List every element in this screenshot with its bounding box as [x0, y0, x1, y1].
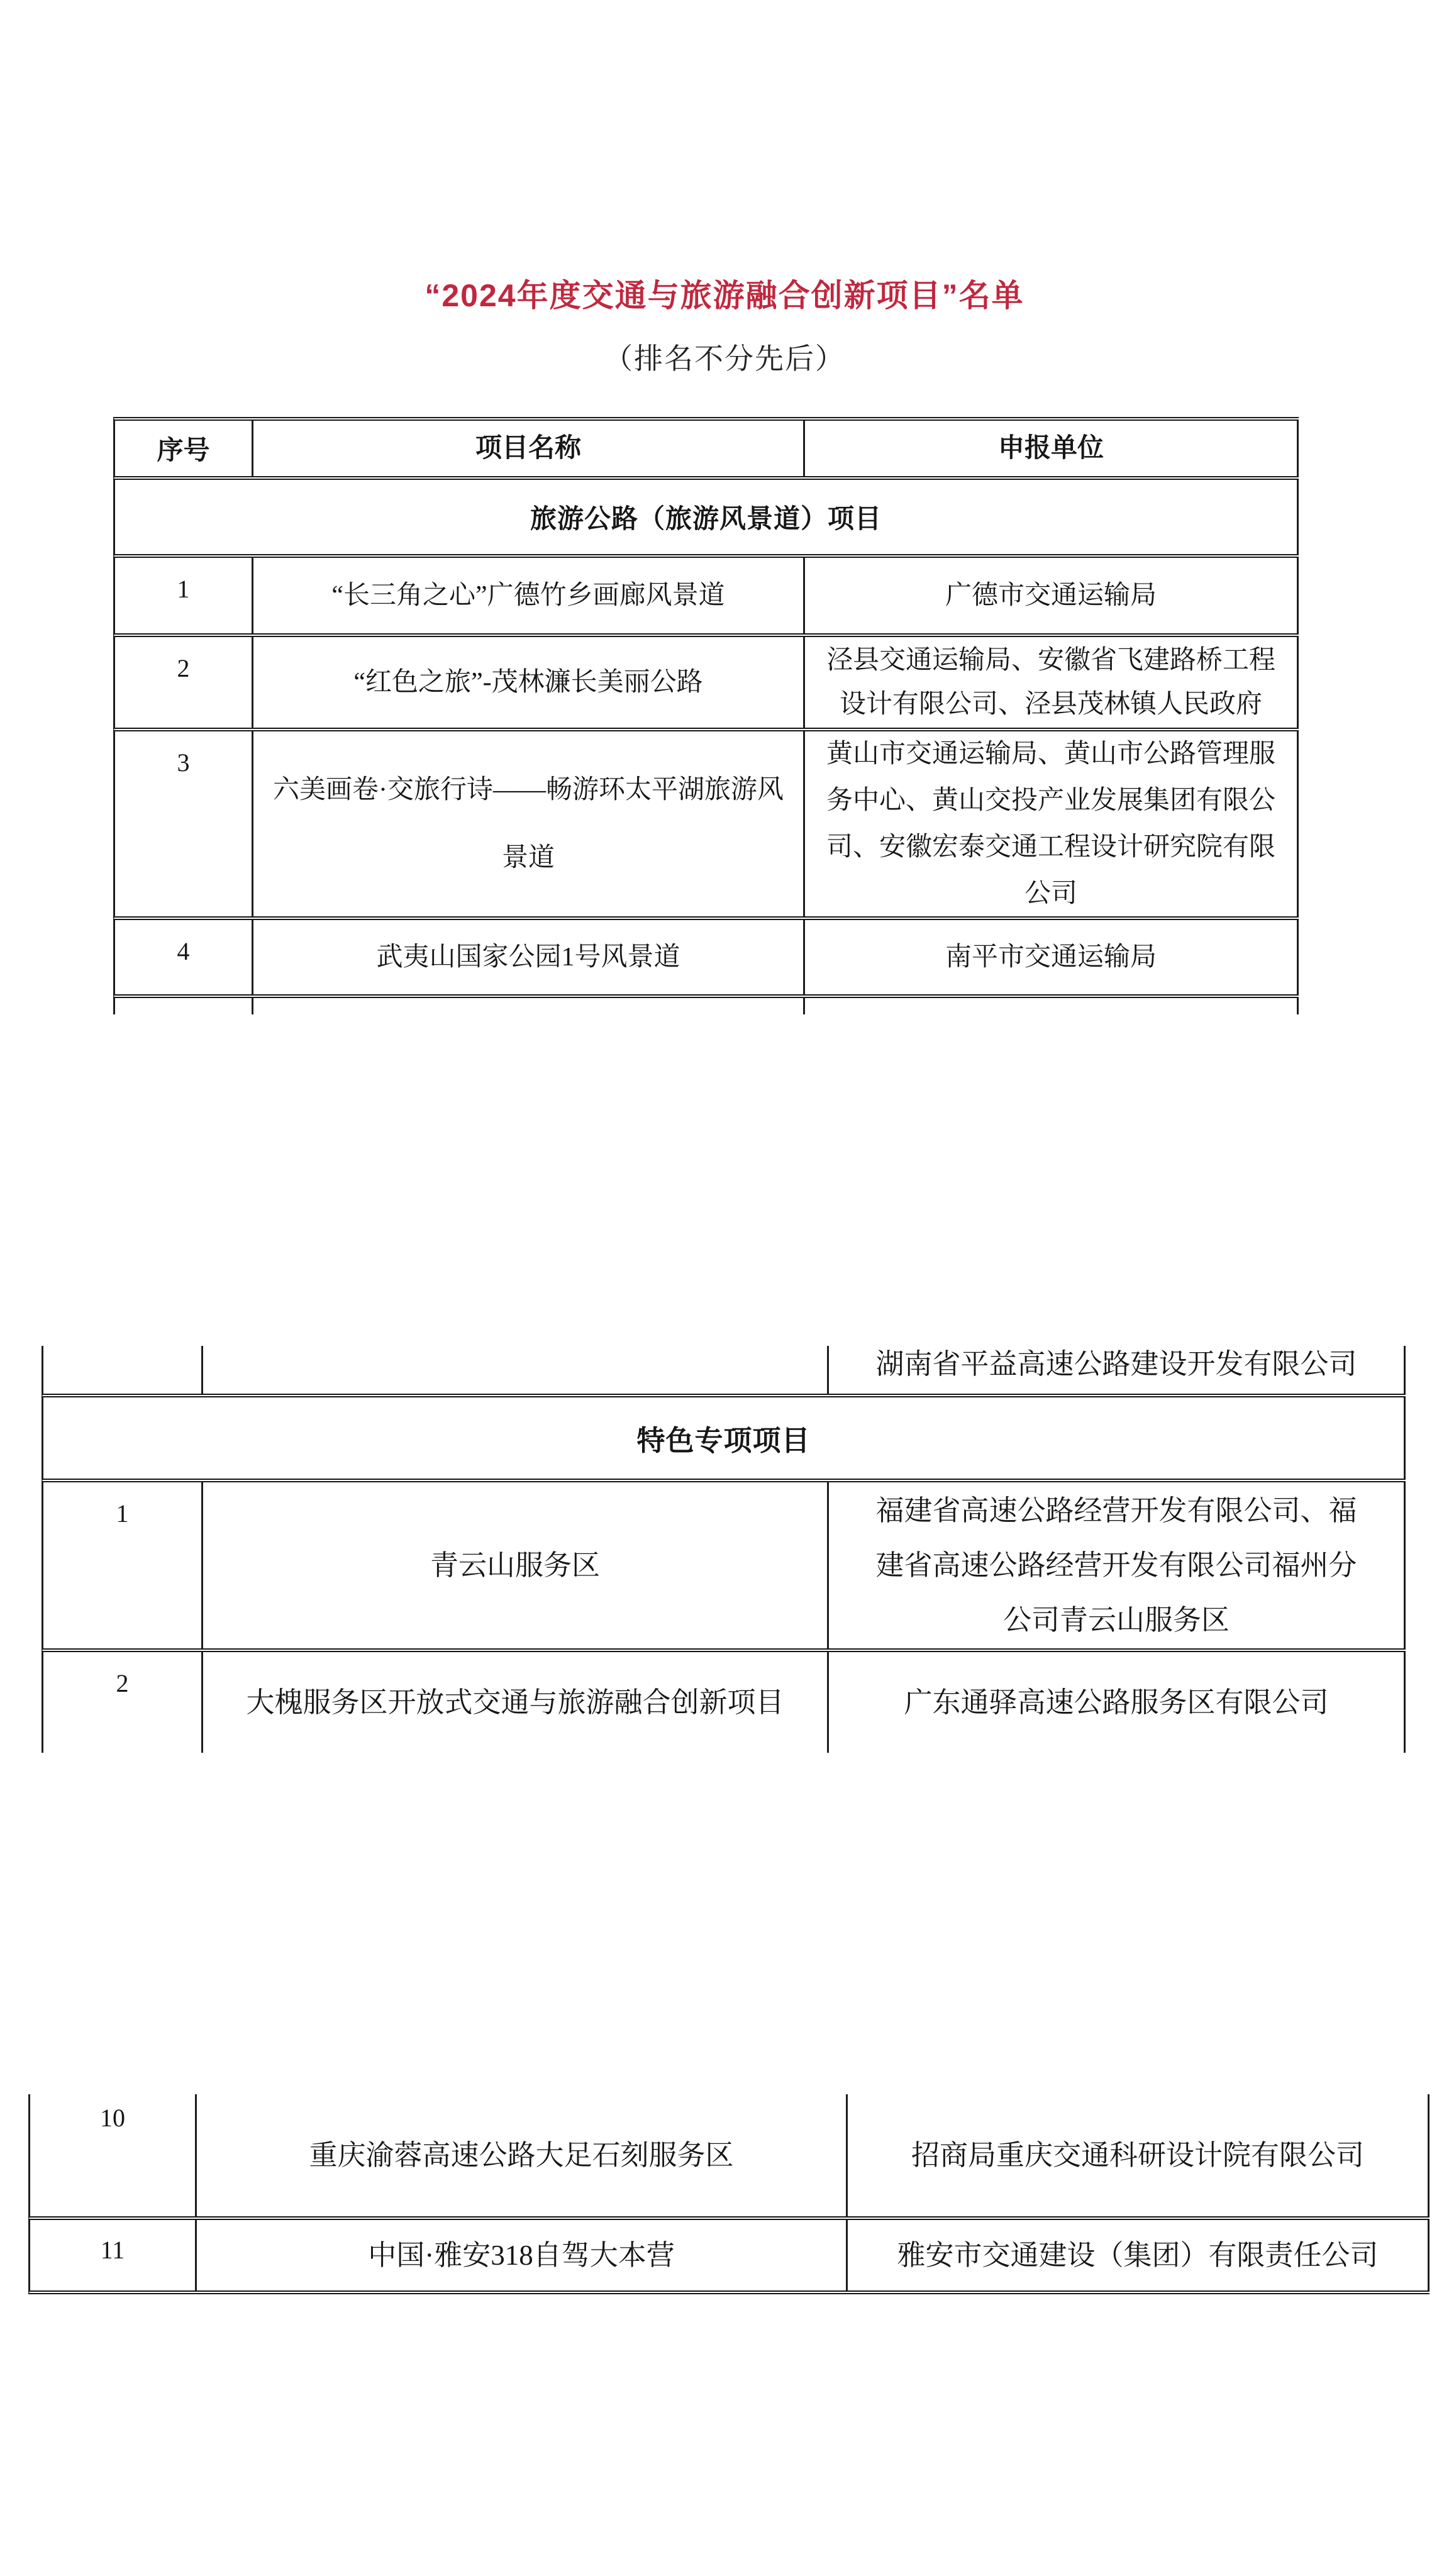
org-cell: 泾县交通运输局、安徽省飞建路桥工程设计有限公司、泾县茂林镇人民政府	[805, 637, 1299, 728]
org-cell: 广东通驿高速公路服务区有限公司	[829, 1652, 1406, 1753]
table-row	[28, 2094, 1430, 2220]
table-block-special-top	[42, 1346, 1406, 1753]
org-cell: 黄山市交通运输局、黄山市公路管理服务中心、黄山交投产业发展集团有限公司、安徽宏泰交通工程设计研究院有限公司	[805, 731, 1299, 916]
row-number-cell: 1	[115, 558, 253, 633]
table-row	[113, 920, 1299, 998]
row-number-cell: 10	[30, 2094, 197, 2216]
project-name-cell: 大槐服务区开放式交通与旅游融合创新项目	[203, 1652, 829, 1753]
table-row	[113, 558, 1299, 637]
row-number-cell: 1	[43, 1482, 203, 1648]
table-row	[113, 731, 1299, 920]
section-row-roads	[113, 480, 1299, 558]
project-name-cell: “红色之旅”-茂林濂长美丽公路	[253, 637, 805, 728]
page-title: “2024年度交通与旅游融合创新项目”名单	[425, 278, 1024, 313]
header-row	[113, 417, 1299, 480]
project-name-cell: 中国·雅安318自驾大本营	[197, 2220, 848, 2290]
org-cell: 招商局重庆交通科研设计院有限公司	[848, 2094, 1430, 2216]
row-number-cell: 4	[115, 920, 253, 994]
row-number-cell: 3	[115, 731, 253, 916]
cut-row-stub	[113, 998, 1299, 1014]
project-name-cell: 重庆渝蓉高速公路大足石刻服务区	[197, 2094, 848, 2216]
org-cell: 南平市交通运输局	[805, 920, 1299, 994]
org-cell-clipped: 湖南省平益高速公路建设开发有限公司	[829, 1346, 1406, 1394]
header-cell-org: 申报单位	[805, 421, 1299, 476]
project-name-cell: “长三角之心”广德竹乡画廊风景道	[253, 558, 805, 633]
section-label: 特色专项项目	[43, 1397, 1406, 1479]
table-row	[113, 637, 1299, 731]
project-name-cell: 青云山服务区	[203, 1482, 829, 1648]
org-cell: 福建省高速公路经营开发有限公司、福建省高速公路经营开发有限公司福州分公司青云山服务区	[829, 1482, 1406, 1648]
table-row-cut	[42, 1652, 1406, 1753]
row-number-cell: 2	[43, 1652, 203, 1753]
section-row-special	[42, 1397, 1406, 1482]
table-row	[28, 2220, 1430, 2294]
row-number-cell: 11	[30, 2220, 197, 2290]
table-block-roads	[113, 417, 1299, 1014]
clipped-org-row	[42, 1346, 1406, 1397]
project-name-cell: 六美画卷·交旅行诗——畅游环太平湖旅游风景道	[253, 731, 805, 916]
org-cell: 广德市交通运输局	[805, 558, 1299, 633]
row-number-cell: 2	[115, 637, 253, 728]
header-cell-name: 项目名称	[253, 421, 805, 476]
org-cell: 雅安市交通建设（集团）有限责任公司	[848, 2220, 1430, 2290]
table-block-special-bottom	[28, 2094, 1430, 2294]
section-label: 旅游公路（旅游风景道）项目	[115, 480, 1299, 554]
page-subtitle: （排名不分先后）	[604, 343, 845, 375]
header-cell-no: 序号	[115, 421, 253, 476]
project-name-cell: 武夷山国家公园1号风景道	[253, 920, 805, 994]
table-row	[42, 1482, 1406, 1652]
